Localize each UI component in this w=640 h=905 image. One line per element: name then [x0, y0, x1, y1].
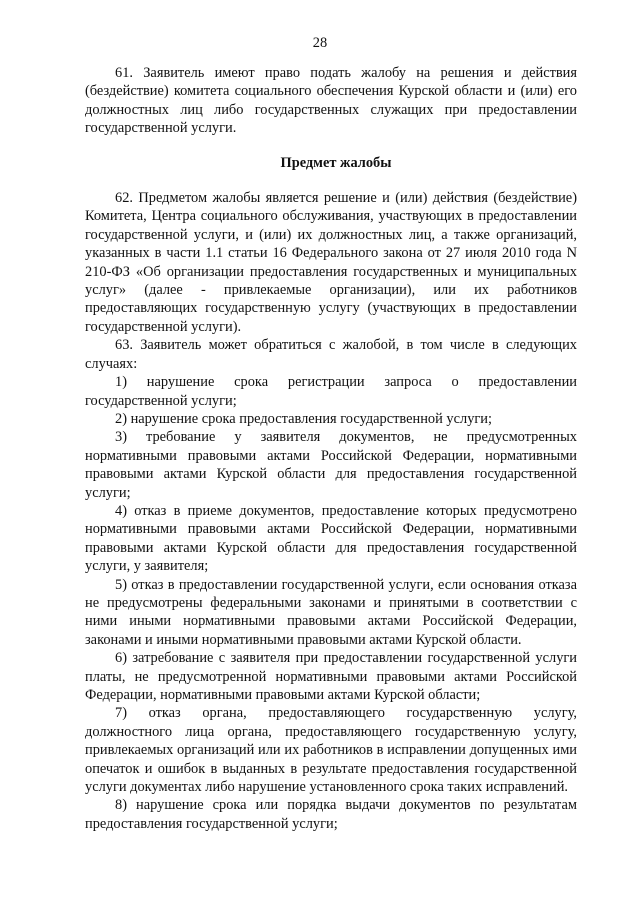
- list-item-8: 8) нарушение срока или порядка выдачи документов по результатам предоставления государственной услуги;: [85, 797, 577, 832]
- page-content: [85, 64, 577, 833]
- list-item-2: 2) нарушение срока предоставления государственной услуги;: [115, 410, 492, 427]
- section-heading: Предмет жалобы: [280, 154, 392, 171]
- page-number: 28: [312, 35, 328, 51]
- list-item-3: 3) требование у заявителя документов, не предусмотренных нормативными правовыми актами Российской Федерации, нормативными правовыми актами Курской области для предоставления государственной услуги;: [85, 429, 577, 501]
- paragraph-62: 62. Предметом жалобы является решение и (или) действия (бездействие) Комитета, Центра социального обслуживания, участвующих в предоставлении государственной услуги, и (или) их должностных лиц, а также организаций, указанных в части 1.1 статьи 16 Федерального закона от 27 июля 2010 года N 210-ФЗ «Об организации предоставления государственных и муниципальных услуг» (далее - привлекаемые организации), или их работников предоставляющих государственную услугу (участвующих в предоставлении государственной услуги).: [85, 190, 577, 335]
- paragraph-63: 63. Заявитель может обратиться с жалобой, в том числе в следующих случаях:: [85, 337, 577, 372]
- list-item-1: 1) нарушение срока регистрации запроса о предоставлении государственной услуги;: [85, 374, 577, 409]
- list-item-7: 7) отказ органа, предоставляющего государственную услугу, должностного лица органа, предоставляющего государственную услугу, привлекаемых организаций или их работников в исправлении допущенных ими опечаток и ошибок в выданных в результате предоставления государственной услуги документах либо нарушение установленного срока таких исправлений.: [85, 705, 577, 796]
- list-item-4: 4) отказ в приеме документов, предоставление которых предусмотрено нормативными правовыми актами Российской Федерации, нормативными правовыми актами Курской области для предоставления государственной услуги, у заявителя;: [85, 502, 577, 575]
- list-item-6: 6) затребование с заявителя при предоставлении государственной услуги платы, не предусмотренной нормативными правовыми актами Российской Федерации, нормативными правовыми актами Курской области;: [85, 650, 577, 703]
- paragraph-61: 61. Заявитель имеют право подать жалобу на решения и действия (бездействие) комитета социального обеспечения Курской области и (или) его должностных лиц либо государственных служащих при предоставлении государственной услуги.: [85, 65, 577, 137]
- list-item-5: 5) отказ в предоставлении государственной услуги, если основания отказа не предусмотрены федеральными законами и принятыми в соответствии с ними иными нормативными правовыми актами Российской Федерации, законами и иными нормативными правовыми актами Курской области.: [85, 576, 577, 648]
